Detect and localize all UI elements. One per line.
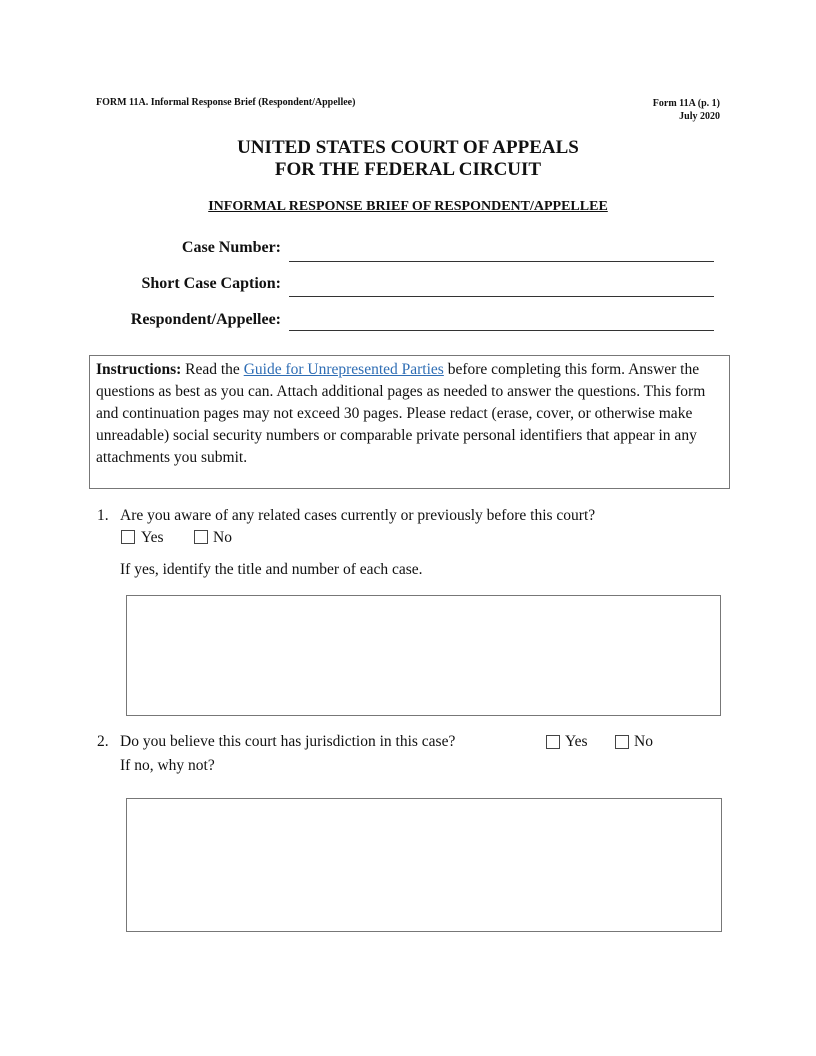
question-2-answer-box[interactable] <box>126 798 722 932</box>
question-2-yes-label: Yes <box>565 733 588 750</box>
question-2-followup: If no, why not? <box>120 757 215 774</box>
question-2-number: 2. <box>97 733 109 750</box>
form-header-title: FORM 11A. Informal Response Brief (Respondent/Appellee) <box>96 97 356 108</box>
question-2-no-label: No <box>634 733 653 750</box>
question-1-yes-checkbox[interactable] <box>121 530 135 544</box>
question-2-yes-checkbox[interactable] <box>546 735 560 749</box>
court-title-line2: FOR THE FEDERAL CIRCUIT <box>274 159 542 180</box>
question-1-no-label: No <box>213 529 232 546</box>
brief-title: INFORMAL RESPONSE BRIEF OF RESPONDENT/APPELLEE <box>208 199 608 214</box>
question-2-no-checkbox[interactable] <box>615 735 629 749</box>
respondent-appellee-label: Respondent/Appellee: <box>130 311 281 328</box>
question-2-text: Do you believe this court has jurisdiction in this case? <box>120 733 456 750</box>
question-1-no-checkbox[interactable] <box>194 530 208 544</box>
instructions-intro: Read the <box>181 361 244 378</box>
instructions-body: before completing this form. Answer the questions as best as you can. Attach additional pages as needed to answer the questions. This form and continuation pages may not exceed 30 pages. Please redact (erase, cover, or otherwise make unreadable) social security numbers or comparable private personal identifiers that appear in any attachments you submit. <box>96 361 706 466</box>
case-number-field[interactable] <box>289 261 714 262</box>
court-title-line1: UNITED STATES COURT OF APPEALS <box>237 137 579 158</box>
form-page-number: Form 11A (p. 1) <box>652 98 720 109</box>
case-number-label: Case Number: <box>181 239 281 256</box>
instructions-box <box>89 355 730 489</box>
question-1-followup: If yes, identify the title and number of each case. <box>120 561 423 578</box>
guide-link[interactable]: Guide for Unrepresented Parties <box>243 361 444 378</box>
respondent-appellee-field[interactable] <box>289 330 714 331</box>
form-header-page-info <box>653 97 720 123</box>
short-case-caption-label: Short Case Caption: <box>141 275 281 292</box>
question-1-number: 1. <box>97 507 109 524</box>
question-1-answer-box[interactable] <box>126 595 721 716</box>
form-date: July 2020 <box>679 111 720 122</box>
short-case-caption-field[interactable] <box>289 296 714 297</box>
question-1-text: Are you aware of any related cases currently or previously before this court? <box>120 507 596 524</box>
court-title <box>0 137 816 181</box>
question-1-yes-label: Yes <box>141 529 164 546</box>
instructions-lead: Instructions: <box>96 361 182 378</box>
